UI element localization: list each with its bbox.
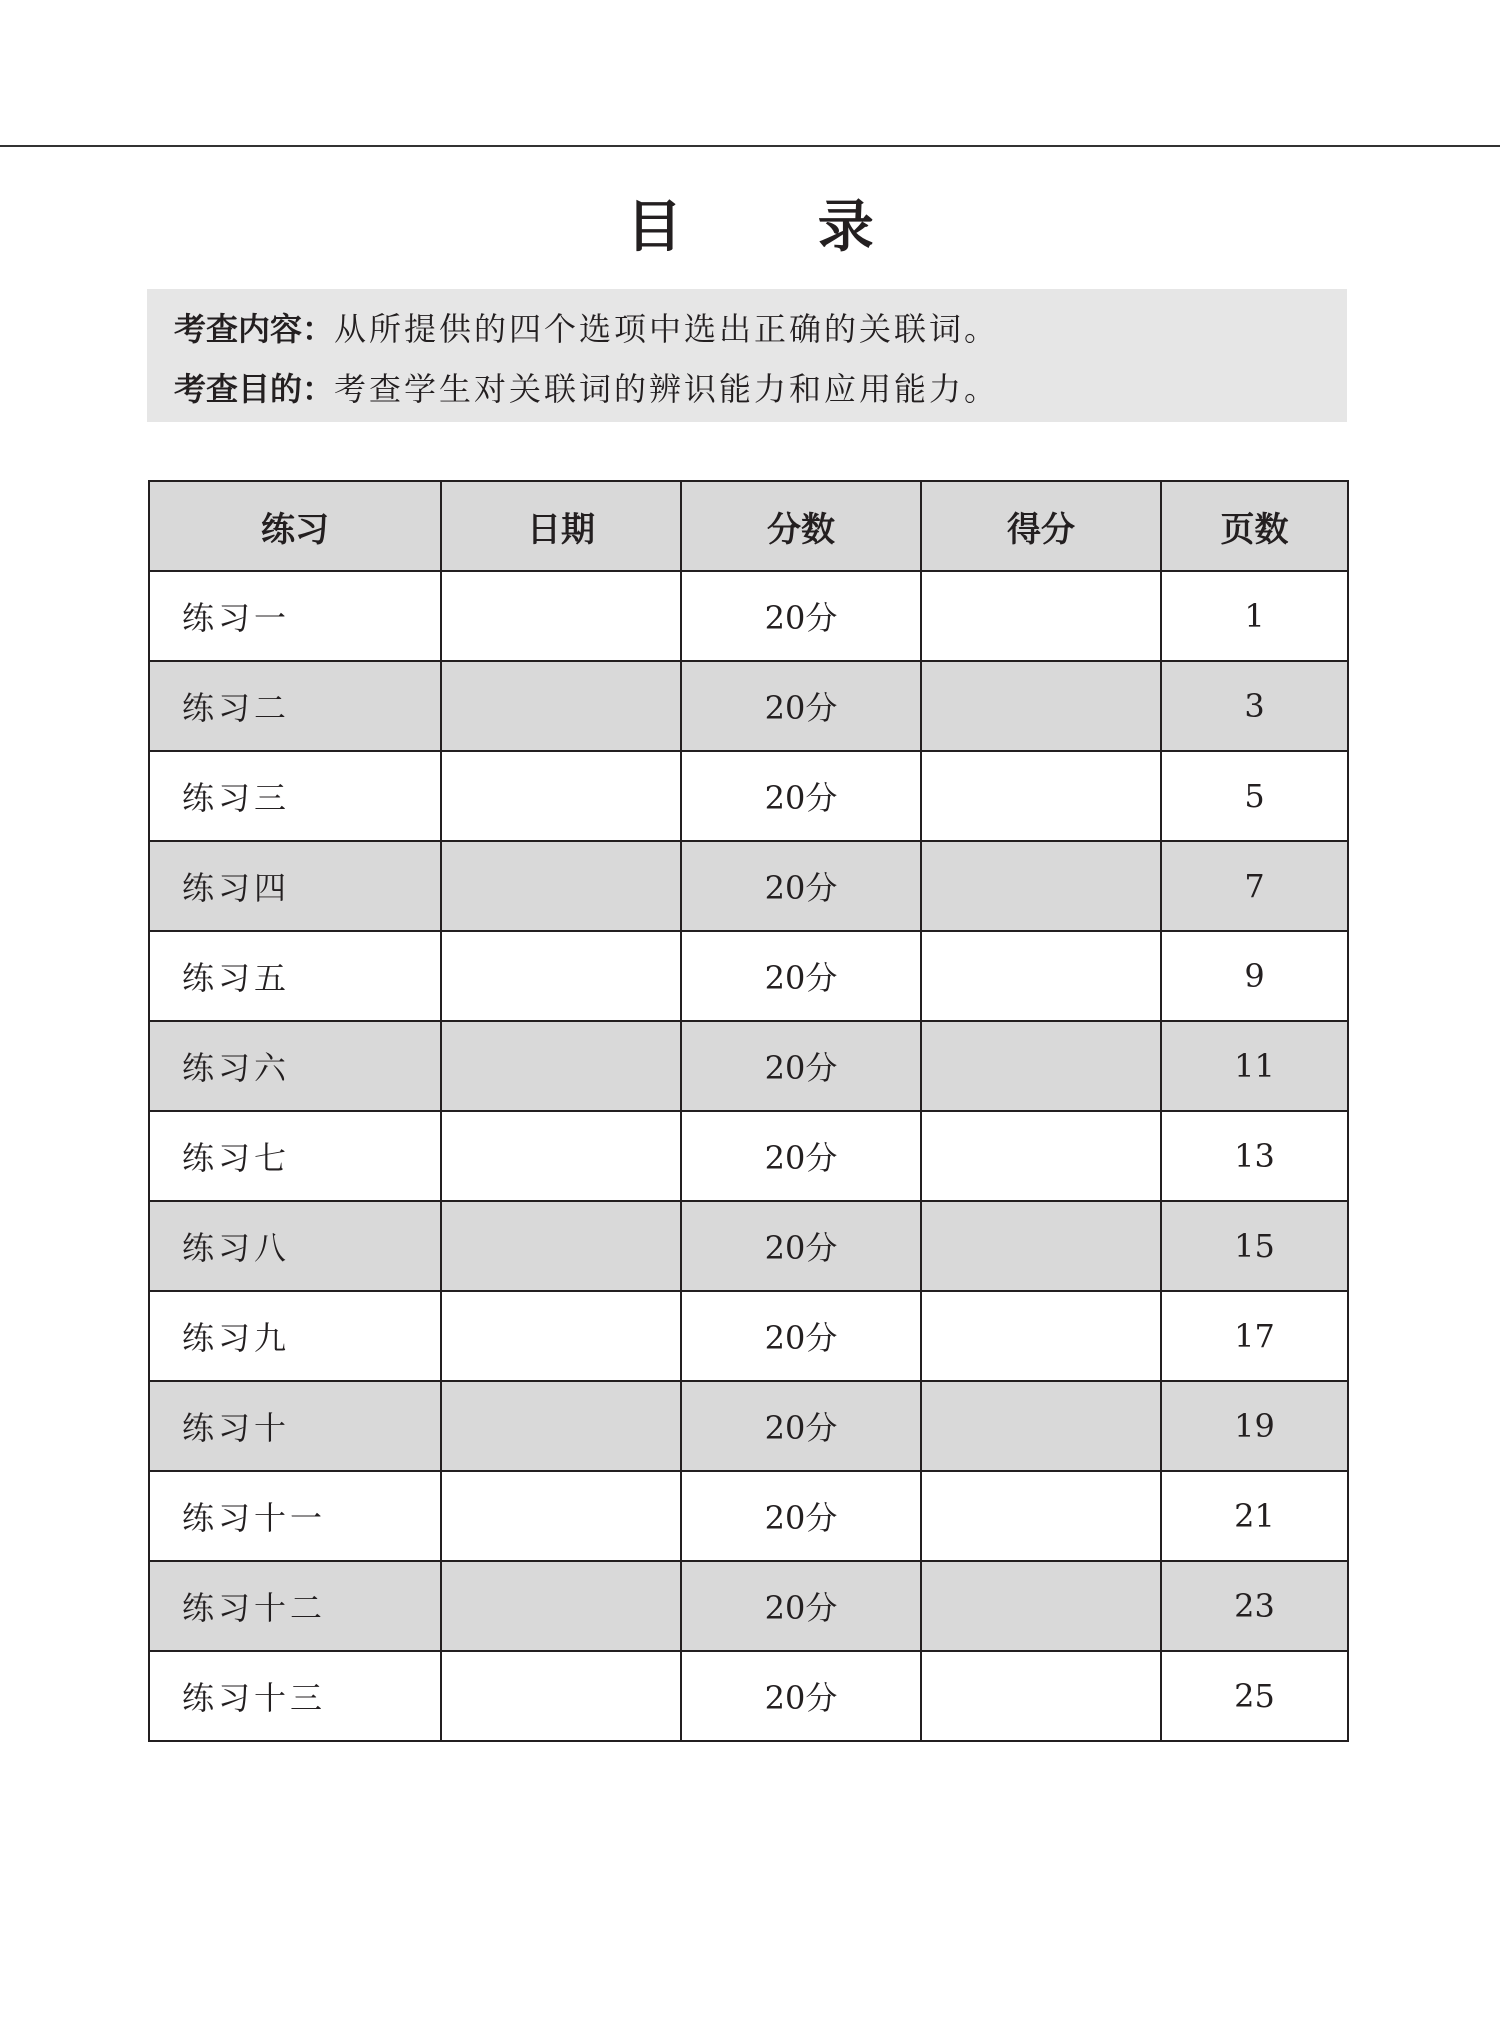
table-row: [149, 931, 1348, 1021]
header-date: 日期: [441, 481, 681, 571]
table-row: [149, 1201, 1348, 1291]
page-number-cell: 11: [1161, 1021, 1348, 1111]
earned-score-cell[interactable]: [921, 661, 1161, 751]
date-cell[interactable]: [441, 1381, 681, 1471]
header-rule: [0, 145, 1500, 147]
exercise-name-cell: 练习八: [149, 1201, 441, 1291]
exercise-name-cell: 练习一: [149, 571, 441, 661]
table-row: [149, 661, 1348, 751]
page-number-cell: 9: [1161, 931, 1348, 1021]
table-body: [149, 571, 1348, 1741]
page-number-cell: 5: [1161, 751, 1348, 841]
table-row: [149, 1111, 1348, 1201]
earned-score-cell[interactable]: [921, 1291, 1161, 1381]
score-cell: 20分: [681, 1561, 921, 1651]
score-cell: 20分: [681, 571, 921, 661]
header-exercise: 练习: [149, 481, 441, 571]
page-number-cell: 21: [1161, 1471, 1348, 1561]
info-line-purpose: [174, 359, 1347, 419]
info-text: 考查学生对关联词的辨识能力和应用能力。: [334, 370, 1000, 408]
exercise-name-cell: 练习十二: [149, 1561, 441, 1651]
score-cell: 20分: [681, 1021, 921, 1111]
score-cell: 20分: [681, 1111, 921, 1201]
table-row: [149, 751, 1348, 841]
score-cell: 20分: [681, 931, 921, 1021]
score-cell: 20分: [681, 751, 921, 841]
table-row: [149, 1561, 1348, 1651]
score-cell: 20分: [681, 1201, 921, 1291]
header-page: 页数: [1161, 481, 1348, 571]
table-row: [149, 1471, 1348, 1561]
score-cell: 20分: [681, 841, 921, 931]
exercise-name-cell: 练习九: [149, 1291, 441, 1381]
date-cell[interactable]: [441, 1111, 681, 1201]
info-box: [147, 289, 1347, 422]
earned-score-cell[interactable]: [921, 931, 1161, 1021]
date-cell[interactable]: [441, 661, 681, 751]
date-cell[interactable]: [441, 1201, 681, 1291]
score-cell: 20分: [681, 1381, 921, 1471]
page-number-cell: 7: [1161, 841, 1348, 931]
header-earned: 得分: [921, 481, 1161, 571]
page-number-cell: 19: [1161, 1381, 1348, 1471]
exercise-name-cell: 练习十: [149, 1381, 441, 1471]
exercise-name-cell: 练习五: [149, 931, 441, 1021]
score-cell: 20分: [681, 661, 921, 751]
score-cell: 20分: [681, 1291, 921, 1381]
earned-score-cell[interactable]: [921, 1021, 1161, 1111]
exercise-name-cell: 练习十一: [149, 1471, 441, 1561]
table-row: [149, 1291, 1348, 1381]
earned-score-cell[interactable]: [921, 1381, 1161, 1471]
table-row: [149, 1381, 1348, 1471]
info-label: 考查目的：: [174, 370, 335, 408]
date-cell[interactable]: [441, 571, 681, 661]
earned-score-cell[interactable]: [921, 571, 1161, 661]
page-number-cell: 15: [1161, 1201, 1348, 1291]
info-line-content: [174, 299, 1347, 359]
earned-score-cell[interactable]: [921, 1111, 1161, 1201]
exercise-name-cell: 练习三: [149, 751, 441, 841]
header-score: 分数: [681, 481, 921, 571]
page-number-cell: 17: [1161, 1291, 1348, 1381]
page-number-cell: 1: [1161, 571, 1348, 661]
date-cell[interactable]: [441, 1021, 681, 1111]
earned-score-cell[interactable]: [921, 1561, 1161, 1651]
earned-score-cell[interactable]: [921, 751, 1161, 841]
exercise-name-cell: 练习六: [149, 1021, 441, 1111]
exercise-name-cell: 练习十三: [149, 1651, 441, 1741]
earned-score-cell[interactable]: [921, 841, 1161, 931]
score-cell: 20分: [681, 1471, 921, 1561]
table-row: [149, 571, 1348, 661]
info-text: 从所提供的四个选项中选出正确的关联词。: [334, 310, 1000, 348]
page-number-cell: 25: [1161, 1651, 1348, 1741]
table-row: [149, 1651, 1348, 1741]
date-cell[interactable]: [441, 751, 681, 841]
date-cell[interactable]: [441, 1291, 681, 1381]
table-header-row: [149, 481, 1348, 571]
page-number-cell: 23: [1161, 1561, 1348, 1651]
page-title: 目 录: [626, 195, 932, 260]
date-cell[interactable]: [441, 1561, 681, 1651]
contents-table: [148, 480, 1349, 1742]
info-label: 考查内容：: [174, 310, 335, 348]
exercise-name-cell: 练习四: [149, 841, 441, 931]
date-cell[interactable]: [441, 1471, 681, 1561]
exercise-name-cell: 练习二: [149, 661, 441, 751]
earned-score-cell[interactable]: [921, 1651, 1161, 1741]
date-cell[interactable]: [441, 1651, 681, 1741]
date-cell[interactable]: [441, 931, 681, 1021]
page-number-cell: 13: [1161, 1111, 1348, 1201]
table-row: [149, 841, 1348, 931]
table-row: [149, 1021, 1348, 1111]
page-number-cell: 3: [1161, 661, 1348, 751]
date-cell[interactable]: [441, 841, 681, 931]
score-cell: 20分: [681, 1651, 921, 1741]
earned-score-cell[interactable]: [921, 1201, 1161, 1291]
earned-score-cell[interactable]: [921, 1471, 1161, 1561]
exercise-name-cell: 练习七: [149, 1111, 441, 1201]
